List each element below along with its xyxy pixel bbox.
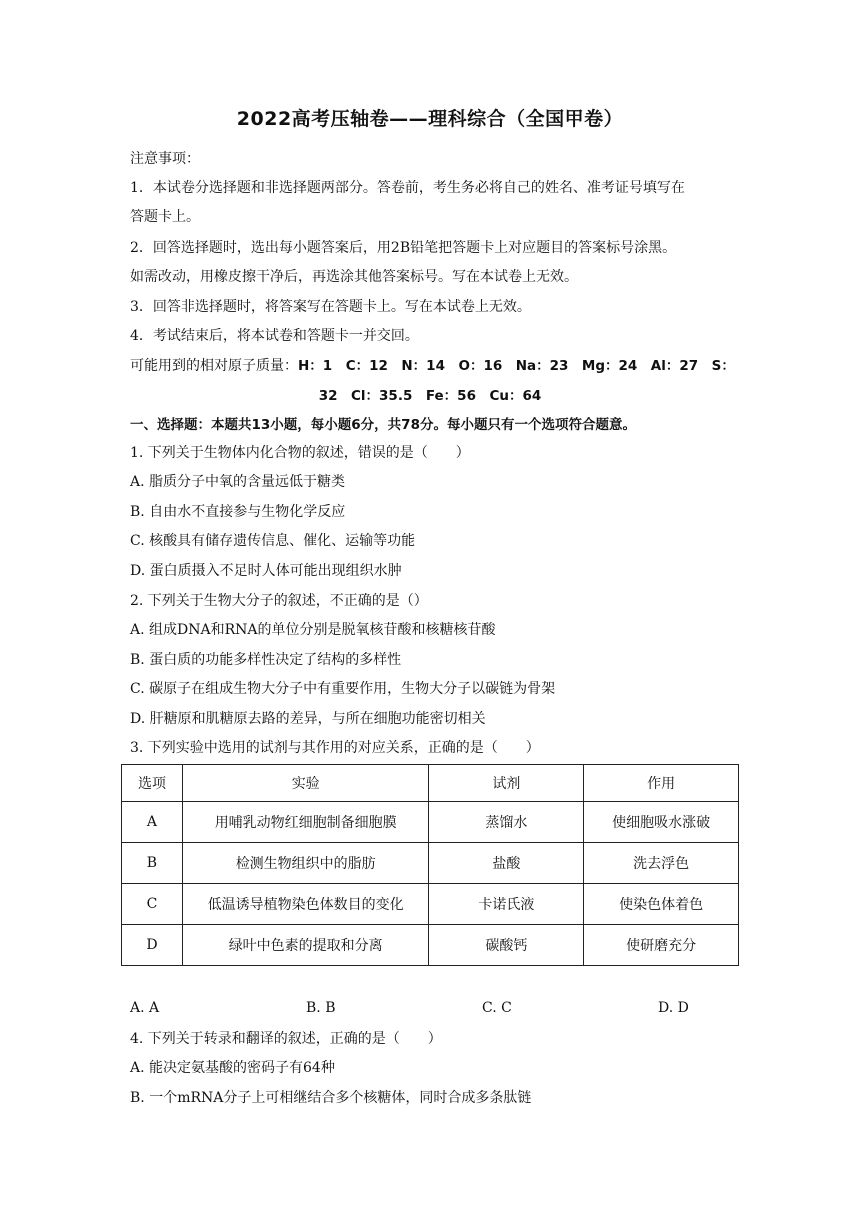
page-title: 2022高考压轴卷——理科综合（全国甲卷） [236, 108, 624, 130]
question-stem: 2. 下列关于生物大分子的叙述，不正确的是（） [130, 593, 428, 609]
question-stem: 1. 下列关于生物体内化合物的叙述，错误的是（ ） [130, 445, 470, 461]
question-option: A. 组成DNA和RNA的单位分别是脱氧核苷酸和核糖核苷酸 [130, 622, 496, 638]
notice-line: 1．本试卷分选择题和非选择题两部分。答卷前，考生务必将自己的姓名、准考证号填写在 [130, 180, 685, 196]
table-cell: A [122, 802, 183, 843]
atomic-mass-values-cont: 32 Cl：35.5 Fe：56 Cu：64 [318, 388, 542, 404]
question-option: A. 能决定氨基酸的密码子有64种 [130, 1060, 335, 1076]
table-header-cell: 作用 [584, 765, 739, 802]
section-heading: 一、选择题：本题共13小题，每小题6分，共78分。每小题只有一个选项符合题意。 [130, 417, 636, 433]
question-option: B. 一个mRNA分子上可相继结合多个核糖体，同时合成多条肽链 [130, 1090, 532, 1106]
table-cell: 洗去浮色 [584, 843, 739, 884]
experiment-table [121, 764, 739, 966]
question-option: B. 蛋白质的功能多样性决定了结构的多样性 [130, 652, 402, 668]
answer-option: C. C [482, 1000, 512, 1016]
table-cell: 绿叶中色素的提取和分离 [182, 925, 429, 966]
table-cell: 卡诺氏液 [429, 884, 584, 925]
table-cell: 碳酸钙 [429, 925, 584, 966]
notice-line: 3．回答非选择题时，将答案写在答题卡上。写在本试卷上无效。 [130, 299, 531, 315]
table-cell: 用哺乳动物红细胞制备细胞膜 [182, 802, 429, 843]
question-option: C. 核酸具有储存遗传信息、催化、运输等功能 [130, 533, 416, 549]
table-row [122, 884, 739, 925]
table-row [122, 802, 739, 843]
question-option: C. 碳原子在组成生物大分子中有重要作用，生物大分子以碳链为骨架 [130, 681, 556, 697]
table-cell: C [122, 884, 183, 925]
notice-line: 2．回答选择题时，选出每小题答案后，用2B铅笔把答题卡上对应题目的答案标号涂黑。 [130, 240, 677, 256]
notice-line: 答题卡上。 [130, 209, 200, 225]
answer-option: B. B [306, 1000, 336, 1016]
question-option: B. 自由水不直接参与生物化学反应 [130, 504, 346, 520]
question-stem: 4. 下列关于转录和翻译的叙述，正确的是（ ） [130, 1031, 442, 1047]
table-cell: 使研磨充分 [584, 925, 739, 966]
table-cell: 盐酸 [429, 843, 584, 884]
table-header-cell: 实验 [182, 765, 429, 802]
table-header-cell: 试剂 [429, 765, 584, 802]
notice-heading: 注意事项： [130, 151, 200, 167]
question-stem: 3. 下列实验中选用的试剂与其作用的对应关系，正确的是（ ） [130, 740, 540, 756]
answer-option: D. D [658, 1000, 689, 1016]
question-option: D. 肝糖原和肌糖原去路的差异，与所在细胞功能密切相关 [130, 711, 486, 727]
question-option: A. 脂质分子中氧的含量远低于糖类 [130, 474, 346, 490]
table-cell: 使染色体着色 [584, 884, 739, 925]
table-row [122, 925, 739, 966]
table-cell: D [122, 925, 183, 966]
answer-option: A. A [130, 1000, 160, 1016]
question-option: D. 蛋白质摄入不足时人体可能出现组织水肿 [130, 563, 402, 579]
table-cell: 检测生物组织中的脂肪 [182, 843, 429, 884]
atomic-mass-values: H：1 C：12 N：14 O：16 Na：23 Mg：24 Al：27 S： [298, 358, 735, 374]
table-cell: B [122, 843, 183, 884]
table-header-cell: 选项 [122, 765, 183, 802]
table-cell: 使细胞吸水涨破 [584, 802, 739, 843]
notice-line: 4．考试结束后，将本试卷和答题卡一并交回。 [130, 328, 419, 344]
table-cell: 蒸馏水 [429, 802, 584, 843]
table-cell: 低温诱导植物染色体数目的变化 [182, 884, 429, 925]
atomic-mass-prefix: 可能用到的相对原子质量： [130, 358, 298, 374]
notice-line: 如需改动，用橡皮擦干净后，再选涂其他答案标号。写在本试卷上无效。 [130, 269, 578, 285]
table-row [122, 843, 739, 884]
atomic-mass-line [130, 354, 735, 375]
table-header-row [122, 765, 739, 802]
